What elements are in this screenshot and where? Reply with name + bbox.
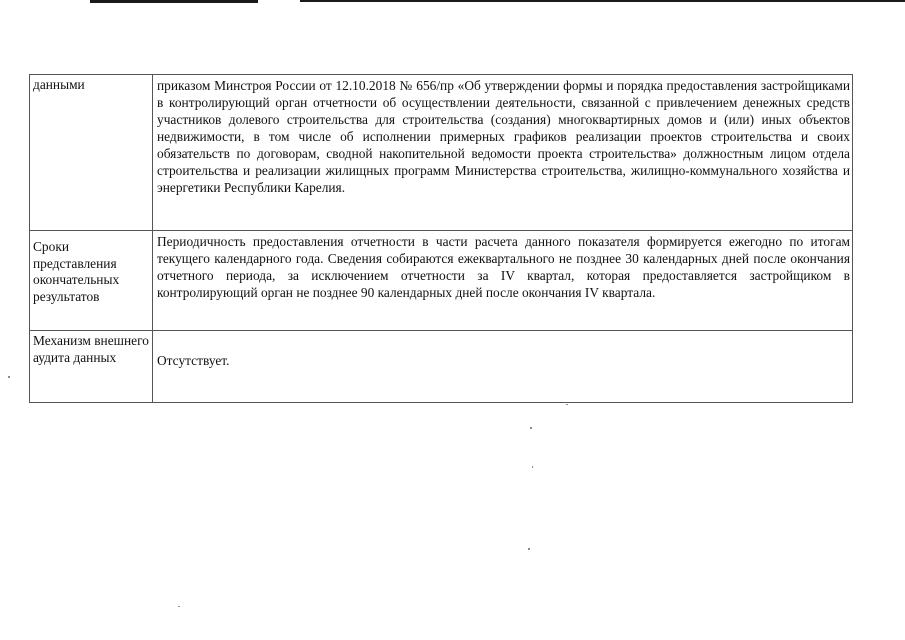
scan-speck (528, 548, 530, 550)
row-content-data-source: приказом Минстроя России от 12.10.2018 № 656/пр «Об утверждении формы и порядка предоставления застройщиками в контролирующий орган отчетности об осуществлении деятельности, связанной с привлечением денежных средств участников долевого строительства для строительства (создания) многоквартирных домов и (или) иных объектов недвижимости, в том числе об исполнении примерных графиков реализации проектов строительства и своих обязательств по договорам, сводной накопительной ведомости проекта строительства» должностным лицом отдела строительства и реализации жилищных программ Министерства строительства, жилищно-коммунального хозяйства и энергетики Республики Карелия. (153, 75, 853, 231)
scan-speck (532, 466, 533, 468)
row-label-external-audit: Механизм внешнего аудита данных (30, 331, 153, 403)
table-row (30, 331, 853, 403)
scan-edge-line-right (300, 0, 905, 2)
row-label-data-source: данными (30, 75, 153, 231)
scan-speck (530, 427, 532, 429)
table-row (30, 75, 853, 231)
row-content-deadlines: Периодичность предоставления отчетности в части расчета данного показателя формируется ежегодно по итогам текущего календарного года. Сведения собираются ежеквартального не позднее 30 календарных дней после окончания отчетного периода, за исключением отчетности за IV квартал, которая предоставляется застройщиком в контролирующий орган не позднее 90 календарных дней после окончания IV квартала. (153, 231, 853, 331)
scan-speck (8, 376, 10, 378)
scan-speck (566, 404, 568, 405)
row-label-deadlines: Сроки представления окончательных результатов (30, 231, 153, 331)
passport-table (29, 74, 853, 403)
scan-speck (178, 606, 180, 607)
scan-edge-line-left (90, 0, 258, 3)
row-content-external-audit: Отсутствует. (153, 331, 853, 403)
table-row (30, 231, 853, 331)
